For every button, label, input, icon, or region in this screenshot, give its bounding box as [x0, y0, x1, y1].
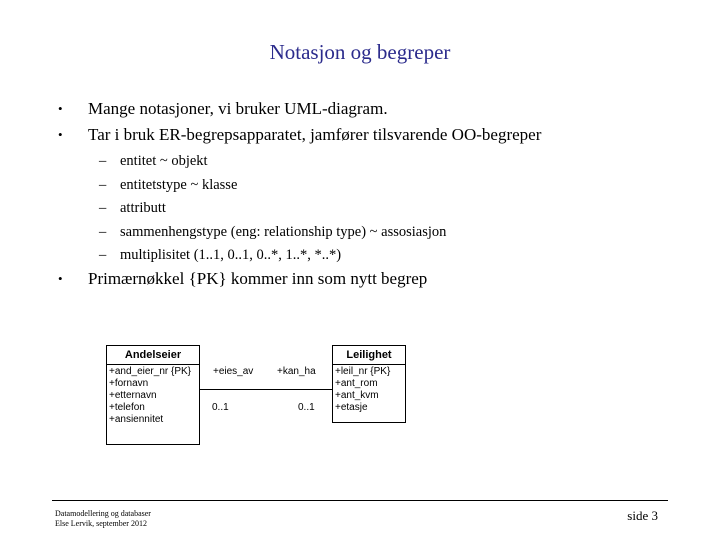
uml-attribute-list — [107, 365, 199, 427]
association-role-left: +eies_av — [213, 366, 254, 377]
page-number: side 3 — [627, 508, 658, 523]
uml-attribute: +telefon — [109, 402, 145, 413]
bullet-item — [58, 96, 698, 122]
uml-attribute: +ant_rom — [335, 378, 378, 389]
bullet-list — [58, 96, 698, 148]
bullet-text: Mange notasjoner, vi bruker UML-diagram. — [88, 99, 388, 118]
uml-class-name: Andelseier — [107, 346, 199, 365]
footer-author: Else Lervik, september 2012 — [55, 518, 147, 528]
bullet-list-end — [58, 266, 698, 292]
bullet-item — [58, 122, 698, 148]
uml-class-andelseier — [106, 345, 200, 445]
dash-marker: – — [99, 200, 107, 216]
sub-bullet-item — [99, 174, 659, 198]
footer-divider — [52, 500, 668, 501]
uml-attribute: +and_eier_nr {PK} — [109, 366, 192, 377]
footer-course: Datamodellering og databaser — [55, 509, 151, 518]
uml-class-name: Leilighet — [333, 346, 405, 365]
uml-class-leilighet — [332, 345, 406, 423]
sub-bullet-list — [99, 150, 659, 268]
bullet-marker: • — [58, 127, 63, 142]
sub-bullet-text: entitet ~ objekt — [120, 153, 208, 169]
association-line — [199, 389, 332, 390]
dash-marker: – — [99, 153, 107, 169]
bullet-marker: • — [58, 271, 63, 286]
footer-credits — [55, 509, 151, 528]
sub-bullet-item — [99, 197, 659, 221]
uml-attribute: +leil_nr {PK} — [335, 366, 391, 377]
sub-bullet-text: multiplisitet (1..1, 0..1, 0..*, 1..*, *..*) — [120, 247, 342, 263]
dash-marker: – — [99, 247, 107, 263]
uml-attribute-list — [333, 365, 405, 415]
bullet-item — [58, 266, 698, 292]
multiplicity-left: 0..1 — [212, 402, 229, 413]
association-role-right: +kan_ha — [277, 366, 316, 377]
dash-marker: – — [99, 223, 107, 240]
bullet-text: Primærnøkkel {PK} kommer inn som nytt begrep — [88, 269, 428, 288]
slide-title: Notasjon og begreper — [269, 40, 451, 64]
sub-bullet-item — [99, 244, 659, 268]
uml-attribute: +fornavn — [109, 378, 149, 389]
sub-bullet-text: sammenhengstype (eng: relationship type) ~ assosiasjon — [120, 223, 447, 240]
multiplicity-right: 0..1 — [298, 402, 315, 413]
sub-bullet-text: entitetstype ~ klasse — [120, 176, 238, 193]
bullet-marker: • — [58, 101, 63, 116]
uml-attribute: +etternavn — [109, 390, 157, 401]
sub-bullet-item — [99, 221, 659, 245]
sub-bullet-item — [99, 150, 659, 174]
sub-bullet-text: attributt — [120, 200, 166, 216]
bullet-text: Tar i bruk ER-begrepsapparatet, jamfører tilsvarende OO-begreper — [88, 125, 542, 144]
uml-attribute: +ant_kvm — [335, 390, 379, 401]
uml-attribute: +etasje — [335, 402, 368, 413]
uml-attribute: +ansiennitet — [109, 414, 164, 425]
dash-marker: – — [99, 176, 107, 193]
